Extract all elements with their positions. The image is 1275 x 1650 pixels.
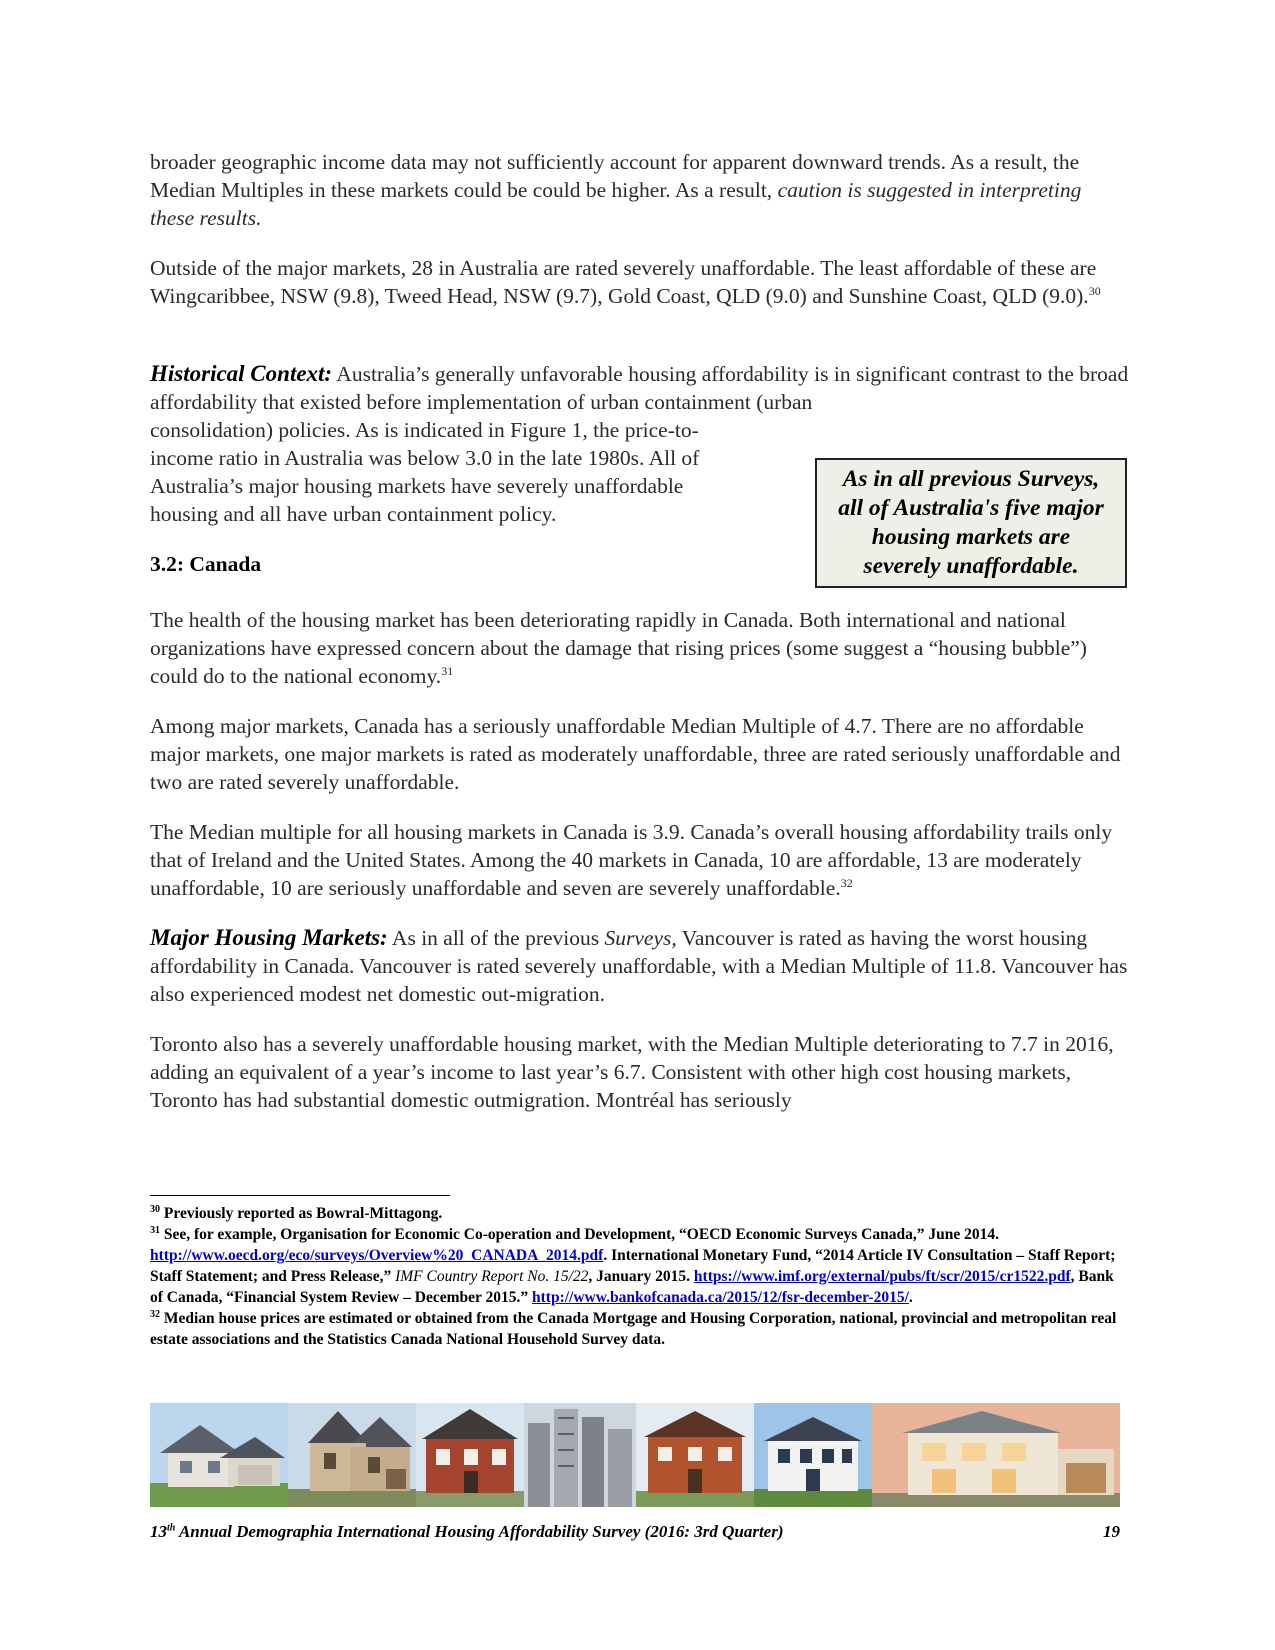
paragraph-income-data <box>150 148 1130 232</box>
imf-report-title: IMF Country Report No. 15/22 <box>395 1268 589 1285</box>
paragraph-toronto-block <box>150 1030 1130 1114</box>
footnote-ref[interactable]: 30 <box>1088 283 1101 298</box>
imf-link[interactable]: https://www.imf.org/external/pubs/ft/scr/2015/cr1522.pdf <box>693 1268 1071 1285</box>
paragraph-health-block <box>150 606 1130 690</box>
edition-number: 13 <box>150 1522 167 1541</box>
paragraph-vancouver <box>150 924 1130 1008</box>
footnote-30 <box>150 1203 1130 1224</box>
paragraph-median-multiple <box>150 818 1130 902</box>
house-photo <box>872 1403 1120 1507</box>
report-title: Annual Demographia International Housing Affordability Survey (2016: 3rd Quarter) <box>178 1522 784 1541</box>
footnote-number: 32 <box>150 1308 160 1320</box>
paragraph-text: The Median multiple for all housing markets in Canada is 3.9. Canada’s overall housing affordability trails only that of Ireland and the United States. Among the 40 markets in Canada, 10 are affordable, 13 are moderately unaffordable, 10 are seriously unaffordable and seven are severely unaffordable. <box>150 820 1113 900</box>
edition-suffix: th <box>167 1522 176 1534</box>
paragraph-outside-markets-block <box>150 254 1130 310</box>
paragraph-major-markets: Among major markets, Canada has a seriously unaffordable Median Multiple of 4.7. There are no affordable major markets, one major markets is rated as moderately unaffordable, three are rated seriously unaffordable and two are rated severely unaffordable. <box>150 714 1121 794</box>
house-photo-strip <box>150 1403 1120 1507</box>
house-photo <box>416 1403 524 1507</box>
paragraph-market-health <box>150 606 1130 690</box>
paragraph-text: The health of the housing market has been deteriorating rapidly in Canada. Both international and national organizations have expressed concern about the damage that rising prices (some suggest a “housing bubble”) could do to the national economy. <box>150 608 1087 688</box>
footnote-text: See, for example, Organisation for Economic Co-operation and Development, “OECD Economic Surveys Canada,” June 2014. <box>163 1226 999 1243</box>
main-body <box>150 148 1130 232</box>
footnote-number: 31 <box>150 1224 160 1236</box>
footnote-31 <box>150 1224 1130 1308</box>
paragraph-outside-markets <box>150 254 1130 310</box>
lead-in-major-housing-markets: Major Housing Markets: <box>150 925 388 950</box>
paragraph-historical-continued: consolidation) policies. As is indicated in Figure 1, the price-to-income ratio in Australia was below 3.0 in the late 1980s. All of Australia’s major housing markets have severely unaffordable housing and all have urban containment policy. <box>150 418 700 526</box>
footnote-32 <box>150 1308 1130 1350</box>
section-heading-block <box>150 550 1130 578</box>
paragraph-toronto: Toronto also has a severely unaffordable housing market, with the Median Multiple deteriorating to 7.7 in 2016, adding an equivalent of a year’s income to last year’s 6.7. Consistent with other high cost housing markets, Toronto has had substantial domestic outmigration. Montréal has seriously <box>150 1032 1114 1112</box>
footnotes <box>150 1203 1130 1350</box>
surveys-italic: Surveys, <box>604 926 677 950</box>
paragraph-text: broader geographic income data may not sufficiently account for apparent downward trends. As a result, the Median Multiples in these markets could be could be higher. As a result, <box>150 150 1080 202</box>
paragraph-text: Vancouver is rated as having the worst housing affordability in Canada. Vancouver is rated severely unaffordable, with a Median Multiple of 11.8. Vancouver has also experienced modest net domestic out-migration. <box>150 926 1128 1006</box>
footnote-text: , January 2015. <box>588 1268 691 1285</box>
footnote-ref[interactable]: 32 <box>840 875 853 890</box>
section-heading-canada: 3.2: Canada <box>150 552 262 576</box>
callout-text: As in all previous Surveys, all of Australia's five major housing markets are severely unaffordable. <box>838 466 1104 579</box>
paragraph-text: Australia’s generally unfavorable housing affordability is in significant contrast to the broad affordability that existed before implementation of urban containment (urban <box>150 362 1129 414</box>
footnote-text: Median house prices are estimated or obtained from the Canada Mortgage and Housing Corporation, national, provincial and metropolitan real estate associations and the Statistics Canada National Household Survey data. <box>150 1310 1117 1348</box>
lead-in-historical-context: Historical Context: <box>150 361 333 386</box>
paragraph-text: As in all of the previous <box>391 926 600 950</box>
paragraph-historical-block <box>150 360 1130 416</box>
footnote-divider <box>150 1195 450 1196</box>
paragraph-text: Outside of the major markets, 28 in Australia are rated severely unaffordable. The least affordable of these are Wingcaribbee, NSW (9.8), Tweed Head, NSW (9.7), Gold Coast, QLD (9.0) and Sunshine Coast, QLD (9.0). <box>150 256 1097 308</box>
house-photo <box>288 1403 416 1507</box>
paragraph-median-multiple-block <box>150 818 1130 902</box>
house-photo <box>150 1403 288 1507</box>
footnote-text: , Bank of Canada, “Financial System Review – December 2015.” <box>150 1268 1114 1306</box>
footnote-text: . International Monetary Fund, “2014 Article IV Consultation – Staff Report; Staff Statement; and Press Release,” <box>150 1247 1116 1285</box>
paragraph-historical-continued-block <box>150 416 750 528</box>
house-photo <box>524 1403 636 1507</box>
footnote-ref[interactable]: 31 <box>441 663 454 678</box>
paragraph-vancouver-block <box>150 924 1130 1008</box>
footnote-text: . <box>908 1289 913 1306</box>
paragraph-major-markets-block <box>150 712 1130 796</box>
paragraph-historical-context <box>150 360 1130 416</box>
page-footer <box>150 1522 1120 1542</box>
caution-note: caution is suggested in interpreting these results. <box>150 178 1082 230</box>
house-photo <box>636 1403 754 1507</box>
house-photo <box>754 1403 872 1507</box>
bank-of-canada-link[interactable]: http://www.bankofcanada.ca/2015/12/fsr-december-2015/ <box>532 1289 909 1306</box>
oecd-link[interactable]: http://www.oecd.org/eco/surveys/Overview%20_CANADA_2014.pdf <box>150 1247 604 1264</box>
footnote-text: Previously reported as Bowral-Mittagong. <box>163 1205 443 1222</box>
footnote-number: 30 <box>150 1203 160 1215</box>
page-number: 19 <box>1103 1522 1120 1541</box>
